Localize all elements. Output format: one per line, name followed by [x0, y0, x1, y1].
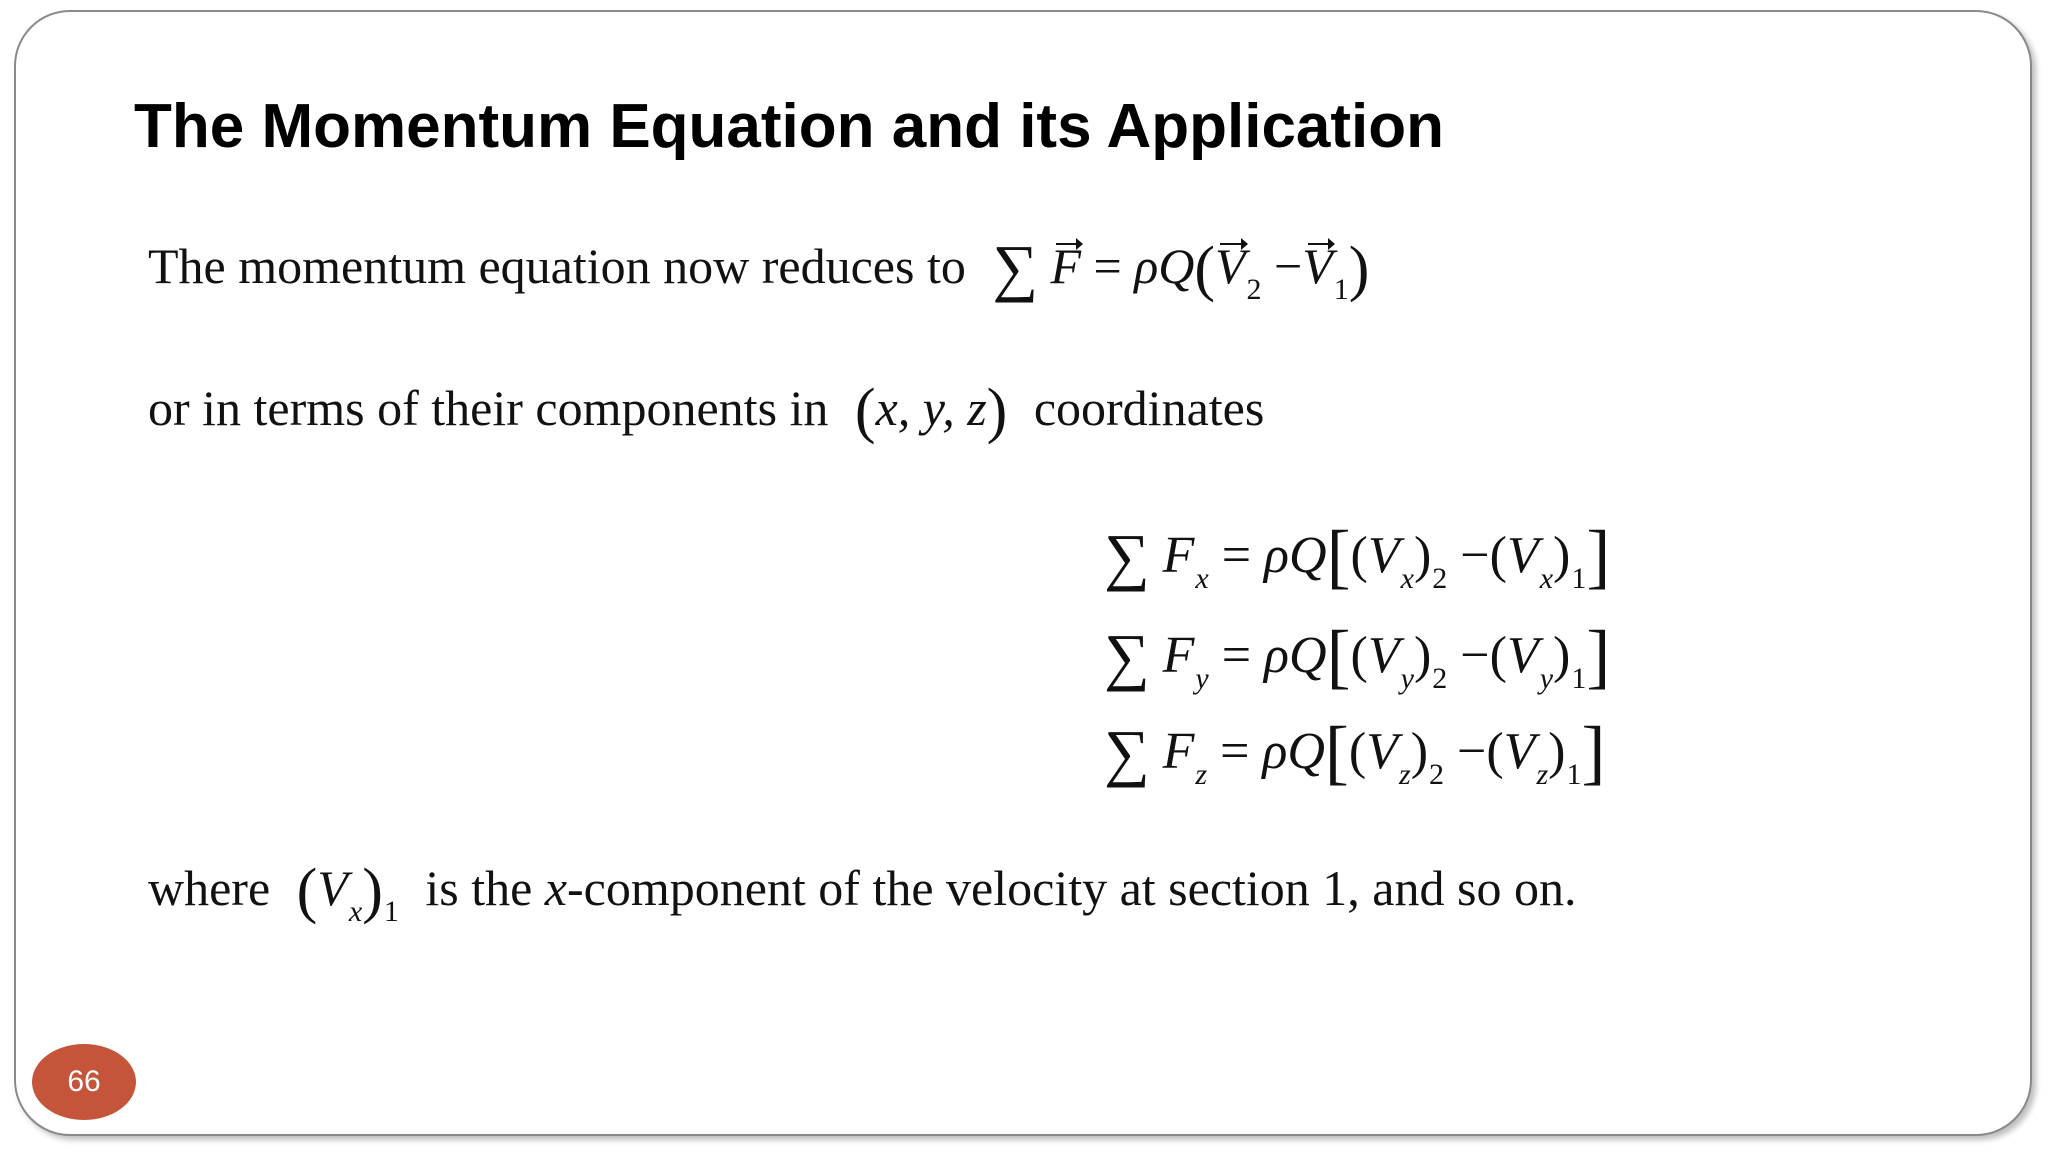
equation-z	[1104, 712, 1606, 792]
rho-symbol: ρ	[1134, 238, 1159, 294]
section-subscript: 1	[383, 895, 399, 928]
coordinate-list: x, y, z	[875, 380, 987, 436]
section-subscript: 2	[1432, 662, 1448, 695]
coordinates-text: coordinates	[1033, 380, 1265, 436]
right-bracket: ]	[1581, 712, 1606, 792]
minus-sign: −	[1457, 723, 1487, 780]
right-bracket: ]	[1586, 616, 1611, 696]
rho-q-symbol: ρQ	[1264, 527, 1327, 584]
right-paren: )	[1553, 527, 1571, 584]
component-subscript: y	[1195, 662, 1209, 695]
subscript-2: 2	[1246, 273, 1262, 306]
velocity-vector-2: V	[1215, 238, 1246, 294]
velocity-symbol: V	[1506, 627, 1539, 684]
right-paren: )	[1413, 627, 1432, 684]
left-paren: (	[296, 857, 318, 925]
velocity-symbol: V	[1367, 627, 1400, 684]
left-bracket: [	[1324, 712, 1349, 792]
right-paren: )	[1410, 723, 1429, 780]
minus-sign: −	[1274, 238, 1303, 294]
force-symbol: F	[1162, 527, 1195, 584]
left-paren: (	[1489, 527, 1507, 584]
component-subscript: z	[1195, 758, 1208, 791]
velocity-symbol: V	[317, 860, 348, 916]
equation-y	[1104, 616, 1611, 696]
sigma-symbol: ∑	[1104, 521, 1150, 592]
velocity-symbol: V	[1366, 723, 1398, 780]
right-paren: )	[1553, 627, 1571, 684]
section-subscript: 1	[1571, 562, 1587, 595]
equals-sign: =	[1220, 723, 1250, 780]
sigma-symbol: ∑	[1104, 717, 1150, 788]
right-paren: )	[1413, 527, 1432, 584]
page-number: 66	[67, 1065, 101, 1098]
left-bracket: [	[1326, 516, 1351, 596]
x-symbol: x	[544, 860, 567, 916]
components-line	[148, 377, 1265, 445]
left-paren: (	[1489, 627, 1507, 684]
page-number-badge	[32, 1044, 136, 1120]
component-subscript: z	[1399, 758, 1411, 791]
section-subscript: 2	[1432, 562, 1448, 595]
component-subscript: x	[348, 895, 363, 928]
force-vector: F	[1050, 238, 1082, 294]
section-subscript: 1	[1566, 758, 1582, 791]
right-paren: )	[1348, 235, 1370, 303]
equals-sign: =	[1221, 627, 1252, 684]
components-text: or in terms of their components in	[148, 380, 829, 436]
component-subscript: x	[1539, 562, 1554, 595]
where-text: where	[148, 860, 271, 916]
minus-sign: −	[1460, 527, 1490, 584]
velocity-symbol: V	[1367, 527, 1400, 584]
equals-sign: =	[1221, 527, 1252, 584]
rho-q-symbol: ρQ	[1264, 627, 1327, 684]
rho-q-symbol: ρQ	[1262, 723, 1325, 780]
left-paren: (	[1350, 627, 1368, 684]
where-line	[148, 857, 1577, 928]
right-bracket: ]	[1586, 516, 1611, 596]
left-paren: (	[1350, 527, 1368, 584]
slide-title: The Momentum Equation and its Application	[134, 92, 1445, 161]
component-subscript: z	[1536, 758, 1549, 791]
component-subscript: y	[1539, 662, 1554, 695]
left-paren: (	[1348, 723, 1367, 780]
left-paren: (	[854, 377, 876, 445]
right-paren: )	[986, 377, 1008, 445]
component-subscript: x	[1195, 562, 1209, 595]
explanation-text: -component of the velocity at section 1, and so on.	[566, 860, 1577, 916]
component-subscript: y	[1400, 662, 1414, 695]
velocity-symbol: V	[1503, 723, 1536, 780]
force-symbol: F	[1162, 723, 1195, 780]
velocity-symbol: V	[1506, 527, 1539, 584]
force-symbol: F	[1162, 627, 1195, 684]
is-the-text: is the	[425, 860, 533, 916]
section-subscript: 2	[1429, 758, 1445, 791]
sigma-symbol: ∑	[992, 232, 1038, 303]
sigma-symbol: ∑	[1104, 621, 1150, 692]
velocity-vector-1: V	[1302, 238, 1333, 294]
component-subscript: x	[1400, 562, 1414, 595]
intro-text: The momentum equation now reduces to	[148, 238, 966, 294]
subscript-1: 1	[1333, 273, 1349, 306]
left-bracket: [	[1326, 616, 1351, 696]
left-paren: (	[1486, 723, 1504, 780]
momentum-equation-line	[148, 232, 1370, 306]
equals-sign: =	[1093, 238, 1122, 294]
right-paren: )	[362, 857, 383, 925]
section-subscript: 1	[1571, 662, 1587, 695]
equation-x	[1104, 516, 1611, 596]
left-paren: (	[1194, 235, 1215, 303]
minus-sign: −	[1460, 627, 1490, 684]
flow-rate-symbol: Q	[1158, 238, 1195, 294]
slide-frame	[14, 10, 2032, 1136]
right-paren: )	[1548, 723, 1566, 780]
